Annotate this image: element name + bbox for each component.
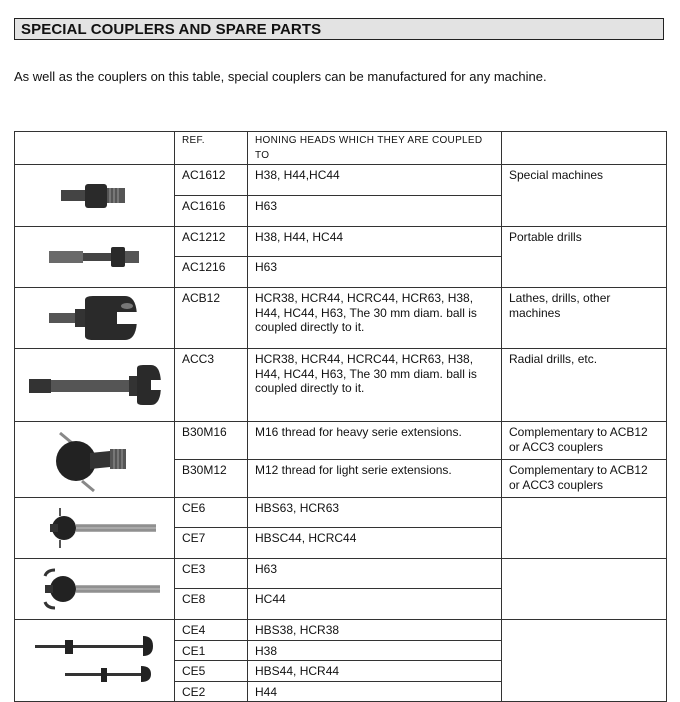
extension-ce6-image [15,498,175,559]
header-use [502,132,667,165]
ref-cell: ACB12 [175,288,248,349]
ref-cell: CE6 [175,498,248,528]
extension-ce3-image [15,559,175,620]
section-title-bar [14,18,664,40]
coupler-ac16-image [15,165,175,227]
coupler-ac16-illustration [55,178,135,214]
use-cell [502,559,667,620]
heads-cell: HCR38, HCR44, HCRC44, HCR63, H38, H44, HC44, H63, The 30 mm diam. ball is coupled directly to it. [248,288,502,349]
use-cell: Complementary to ACB12 or ACC3 couplers [502,460,667,498]
ball-b30-illustration [50,425,140,495]
extension-ce6-illustration [30,506,160,550]
use-cell: Radial drills, etc. [502,349,667,422]
ref-cell: CE5 [175,661,248,682]
heads-cell: HCR38, HCR44, HCRC44, HCR63, H38, H44, HC44, H63, The 30 mm diam. ball is coupled directly to it. [248,349,502,422]
coupler-acb12-illustration [45,292,145,344]
ref-cell: CE8 [175,589,248,620]
ref-cell: CE4 [175,620,248,641]
ref-cell: CE1 [175,640,248,661]
ref-cell: B30M16 [175,422,248,460]
heads-cell: M16 thread for heavy serie extensions. [248,422,502,460]
table-row [15,620,667,641]
table-row [15,422,667,460]
header-ref: REF. [175,132,248,165]
heads-cell: H44 [248,681,502,702]
table-header-row [15,132,667,165]
couplers-table [14,131,667,702]
ref-cell: AC1612 [175,165,248,196]
table-row [15,559,667,589]
use-cell: Special machines [502,165,667,227]
heads-cell: M12 thread for light serie extensions. [248,460,502,498]
table-row [15,165,667,196]
ref-cell: B30M12 [175,460,248,498]
use-cell: Complementary to ACB12 or ACC3 couplers [502,422,667,460]
heads-cell: H38, H44, HC44 [248,227,502,257]
ref-cell: CE7 [175,528,248,559]
ref-cell: AC1216 [175,257,248,288]
heads-cell: HC44 [248,589,502,620]
ref-cell: ACC3 [175,349,248,422]
use-cell: Lathes, drills, other machines [502,288,667,349]
coupler-ac12-illustration [45,242,145,272]
heads-cell: H38 [248,640,502,661]
ref-cell: CE2 [175,681,248,702]
heads-cell: HBS44, HCR44 [248,661,502,682]
header-honing-heads: HONING HEADS WHICH THEY ARE COUPLED TO [248,132,502,165]
heads-cell: H63 [248,559,502,589]
heads-cell: H38, H44,HC44 [248,165,502,196]
intro-text: As well as the couplers on this table, special couplers can be manufactured for any machine. [14,69,547,84]
coupler-acb12-image [15,288,175,349]
header-image [15,132,175,165]
heads-cell: HBS63, HCR63 [248,498,502,528]
table-row [15,349,667,422]
use-cell [502,498,667,559]
table-row [15,227,667,257]
heads-cell: HBS38, HCR38 [248,620,502,641]
ref-cell: AC1616 [175,196,248,227]
extension-rods-image [15,620,175,702]
ball-b30-image [15,422,175,498]
ref-cell: CE3 [175,559,248,589]
use-cell: Portable drills [502,227,667,288]
table-row [15,288,667,349]
page-title: SPECIAL COUPLERS AND SPARE PARTS [21,21,322,38]
ref-cell: AC1212 [175,227,248,257]
coupler-ac12-image [15,227,175,288]
heads-cell: H63 [248,257,502,288]
heads-cell: HBSC44, HCRC44 [248,528,502,559]
table-row [15,498,667,528]
heads-cell: H63 [248,196,502,227]
coupler-acc3-illustration [25,362,165,408]
use-cell [502,620,667,702]
extension-rods-illustration [25,628,165,694]
coupler-acc3-image [15,349,175,422]
extension-ce3-illustration [27,564,163,614]
